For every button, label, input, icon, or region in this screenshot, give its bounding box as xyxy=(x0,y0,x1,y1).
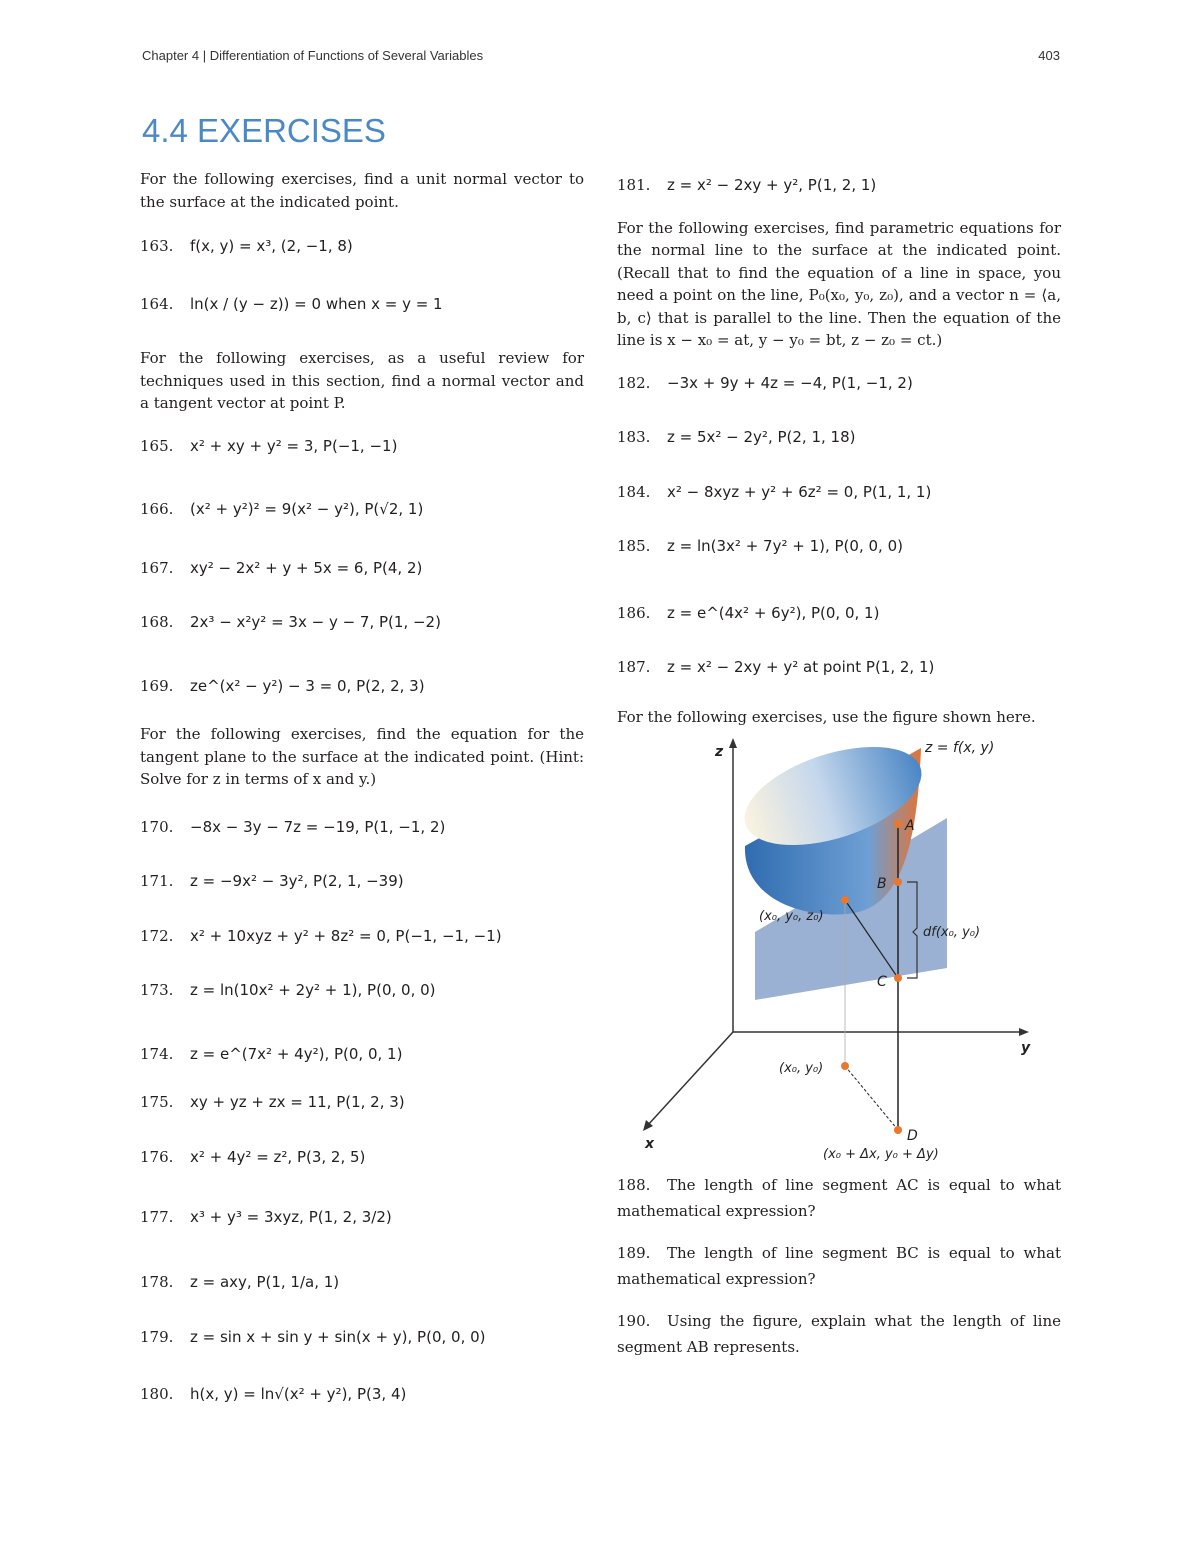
base-point-marker xyxy=(841,1062,849,1070)
exercise-expression: x² + 10xyz + y² + 8z² = 0, P(−1, −1, −1) xyxy=(190,926,502,945)
exercise-179 xyxy=(140,1326,584,1349)
exercise-expression: z = axy, P(1, 1/a, 1) xyxy=(190,1272,340,1291)
exercise-number: 174. xyxy=(140,1044,174,1063)
ground-segment xyxy=(845,1066,898,1130)
exercise-number: 175. xyxy=(140,1093,174,1111)
point-d-marker xyxy=(894,1126,902,1134)
exercise-number: 172. xyxy=(140,926,174,945)
exercise-expression: x² − 8xyz + y² + 6z² = 0, P(1, 1, 1) xyxy=(667,482,932,501)
exercise-expression: f(x, y) = x³, (2, −1, 8) xyxy=(190,237,353,255)
exercise-expression: ln(x / (y − z)) = 0 when x = y = 1 xyxy=(190,294,443,313)
exercise-171 xyxy=(140,870,584,893)
instructions-figure: For the following exercises, use the figure shown here. xyxy=(617,707,1036,726)
left-column xyxy=(140,168,584,1405)
question-number: 189. xyxy=(617,1244,651,1262)
exercise-number: 178. xyxy=(140,1272,174,1291)
exercise-expression: x² + xy + y² = 3, P(−1, −1) xyxy=(190,436,398,455)
differential-figure xyxy=(617,736,1061,1166)
exercise-number: 165. xyxy=(140,436,174,455)
exercise-number: 179. xyxy=(140,1328,174,1346)
exercise-177 xyxy=(140,1206,584,1229)
exercise-expression: ze^(x² − y²) − 3 = 0, P(2, 2, 3) xyxy=(190,676,425,695)
exercise-number: 170. xyxy=(140,817,174,836)
instructions-unit-normal: For the following exercises, find a unit normal vector to the surface at the indicated point. xyxy=(140,170,584,211)
exercise-178 xyxy=(140,1271,584,1294)
exercise-expression: z = ln(3x² + 7y² + 1), P(0, 0, 0) xyxy=(667,537,903,555)
exercise-expression: (x² + y²)² = 9(x² − y²), P(√2, 1) xyxy=(190,500,424,518)
exercise-174 xyxy=(140,1043,584,1066)
exercise-170 xyxy=(140,816,584,839)
point-c-label: C xyxy=(877,974,887,990)
exercise-number: 177. xyxy=(140,1208,174,1226)
exercise-187 xyxy=(617,656,1061,679)
exercise-167 xyxy=(140,557,584,580)
exercise-expression: h(x, y) = ln√(x² + y²), P(3, 4) xyxy=(190,1384,407,1403)
exercise-number: 173. xyxy=(140,981,174,999)
exercise-173 xyxy=(140,979,584,1002)
page-number: 403 xyxy=(1038,48,1060,63)
exercise-expression: z = e^(7x² + 4y²), P(0, 0, 1) xyxy=(190,1044,403,1063)
question-number: 188. xyxy=(617,1176,651,1194)
z-axis-arrow-icon xyxy=(729,738,737,748)
differential-label: df(x₀, y₀) xyxy=(923,925,981,940)
exercise-expression: z = x² − 2xy + y² at point P(1, 2, 1) xyxy=(667,658,935,676)
exercise-expression: 2x³ − x²y² = 3x − y − 7, P(1, −2) xyxy=(190,613,441,631)
exercise-number: 166. xyxy=(140,500,174,518)
tangent-point-marker xyxy=(841,896,849,904)
section-title: 4.4 EXERCISES xyxy=(142,112,386,149)
exercise-expression: xy² − 2x² + y + 5x = 6, P(4, 2) xyxy=(190,558,423,577)
y-axis-label: y xyxy=(1021,1040,1031,1056)
exercise-number: 183. xyxy=(617,428,651,446)
exercise-expression: −3x + 9y + 4z = −4, P(1, −1, 2) xyxy=(667,373,913,392)
question-text: Using the figure, explain what the length of line segment AB represents. xyxy=(617,1312,1061,1356)
question-number: 190. xyxy=(617,1312,651,1330)
exercise-expression: z = −9x² − 3y², P(2, 1, −39) xyxy=(190,872,404,890)
exercise-expression: x³ + y³ = 3xyz, P(1, 2, 3/2) xyxy=(190,1208,392,1226)
point-c-marker xyxy=(894,974,902,982)
question-190 xyxy=(617,1308,1061,1360)
page-header xyxy=(142,48,1060,68)
question-text: The length of line segment AC is equal to what mathematical expression? xyxy=(617,1176,1061,1220)
exercise-165 xyxy=(140,435,584,458)
exercise-168 xyxy=(140,611,584,634)
exercise-number: 184. xyxy=(617,482,651,501)
exercise-183 xyxy=(617,426,1061,449)
question-188 xyxy=(617,1172,1061,1224)
point-a-marker xyxy=(894,820,902,828)
exercise-185 xyxy=(617,535,1061,558)
exercise-166 xyxy=(140,498,584,521)
base-point-label: (x₀, y₀) xyxy=(779,1061,824,1076)
exercise-172 xyxy=(140,925,584,948)
exercise-expression: z = 5x² − 2y², P(2, 1, 18) xyxy=(667,428,856,446)
y-axis-arrow-icon xyxy=(1019,1028,1029,1036)
question-text: The length of line segment BC is equal to what mathematical expression? xyxy=(617,1244,1061,1288)
point-b-marker xyxy=(894,878,902,886)
right-column xyxy=(617,168,1061,1360)
exercise-number: 168. xyxy=(140,613,174,631)
exercise-number: 176. xyxy=(140,1147,174,1166)
question-189 xyxy=(617,1240,1061,1292)
differential-diagram xyxy=(617,736,1061,1166)
exercise-expression: xy + yz + zx = 11, P(1, 2, 3) xyxy=(190,1093,405,1111)
exercise-180 xyxy=(140,1383,584,1406)
exercise-expression: z = x² − 2xy + y², P(1, 2, 1) xyxy=(667,176,877,194)
exercise-184 xyxy=(617,481,1061,504)
x-axis-label: x xyxy=(645,1136,655,1152)
exercise-175 xyxy=(140,1091,584,1114)
exercise-186 xyxy=(617,602,1061,625)
instructions-normal-line: For the following exercises, find parametric equations for the normal line to the surface at the indicated point. (Recall that to find the equation of a line in space, you need a point on the line, P₀(x₀, y₀, z₀), and a vector n = ⟨a, b, c⟩ that is parallel to the line. Then the equation of the line is x − x₀ = at, y − y₀ = bt, z − z₀ = ct.) xyxy=(617,218,1061,349)
exercise-expression: −8x − 3y − 7z = −19, P(1, −1, 2) xyxy=(190,817,446,836)
exercise-number: 187. xyxy=(617,658,651,676)
point-b-label: B xyxy=(877,876,887,892)
tangent-point-label: (x₀, y₀, z₀) xyxy=(759,909,824,924)
exercise-number: 180. xyxy=(140,1384,174,1403)
exercise-181 xyxy=(617,174,1061,197)
exercise-number: 186. xyxy=(617,603,651,622)
exercise-number: 185. xyxy=(617,537,651,555)
exercise-expression: x² + 4y² = z², P(3, 2, 5) xyxy=(190,1147,366,1166)
exercise-164 xyxy=(140,293,584,316)
exercise-number: 167. xyxy=(140,558,174,577)
x-axis-line xyxy=(647,1032,733,1126)
exercise-expression: z = sin x + sin y + sin(x + y), P(0, 0, 0) xyxy=(190,1328,486,1346)
exercise-number: 182. xyxy=(617,373,651,392)
exercise-176 xyxy=(140,1146,584,1169)
exercise-number: 181. xyxy=(617,176,651,194)
exercise-number: 171. xyxy=(140,872,174,890)
exercise-182 xyxy=(617,372,1061,395)
exercise-expression: z = ln(10x² + 2y² + 1), P(0, 0, 0) xyxy=(190,981,436,999)
chapter-title: Chapter 4 | Differentiation of Functions of Several Variables xyxy=(142,48,484,63)
instructions-tangent-plane: For the following exercises, find the equation for the tangent plane to the surface at the indicated point. (Hint: Solve for z in terms of x and y.) xyxy=(140,725,584,788)
exercise-169 xyxy=(140,675,584,698)
exercise-number: 169. xyxy=(140,676,174,695)
z-axis-label: z xyxy=(715,744,724,760)
point-a-label: A xyxy=(905,818,915,834)
exercise-number: 164. xyxy=(140,294,174,313)
exercise-expression: z = e^(4x² + 6y²), P(0, 0, 1) xyxy=(667,603,880,622)
moved-point-label: (x₀ + Δx, y₀ + Δy) xyxy=(823,1147,939,1162)
point-d-label: D xyxy=(907,1128,918,1144)
exercise-163 xyxy=(140,235,584,258)
instructions-normal-tangent: For the following exercises, as a useful review for techniques used in this section, find a normal vector and a tangent vector at point P. xyxy=(140,349,584,412)
exercise-number: 163. xyxy=(140,237,174,255)
surface-label: z = f(x, y) xyxy=(925,740,995,756)
